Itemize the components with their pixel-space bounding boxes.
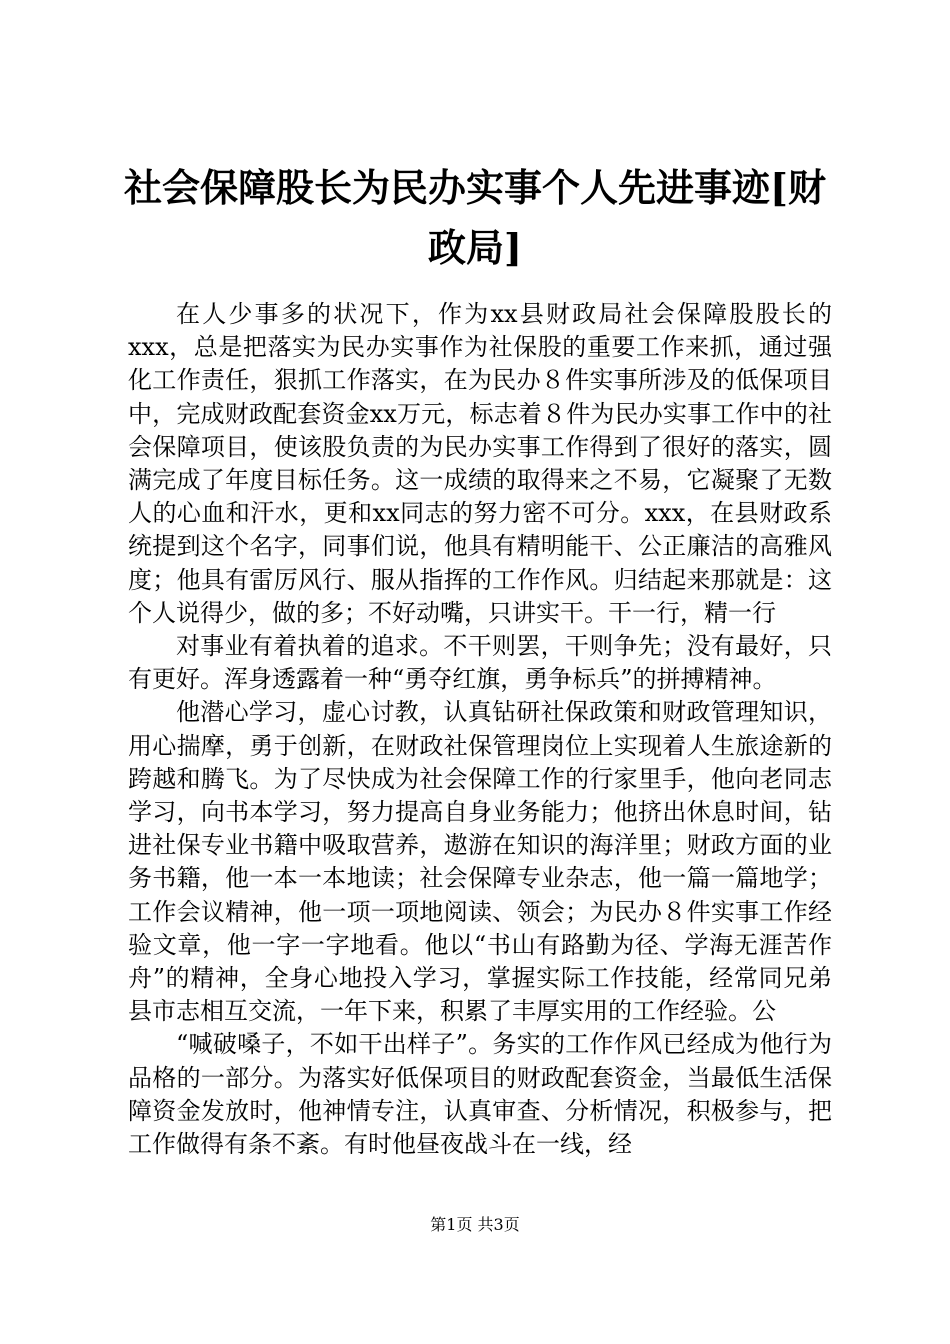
paragraph-4: “喊破嗓子，不如干出样子”。务实的工作作风已经成为他行为品格的一部分。为落实好低保项目的财政配套资金，当最低生活保障资金发放时，他神情专注，认真审查、分析情况，积极参与，把工作做得有条不紊。有时他昼夜战斗在一线，经 [128, 1030, 832, 1159]
paragraph-3: 他潜心学习，虚心讨教，认真钻研社保政策和财政管理知识，用心揣摩，勇于创新，在财政社保管理岗位上实现着人生旅途新的跨越和腾飞。为了尽快成为社会保障工作的行家里手，他向老同志学习，向书本学习，努力提高自身业务能力；他挤出休息时间，钻进社保专业书籍中吸取营养，遨游在知识的海洋里；财政方面的业务书籍，他一本一本地读；社会保障专业杂志，他一篇一篇地学；工作会议精神，他一项一项地阅读、领会；为民办８件实事工作经验文章，他一字一字地看。他以“书山有路勤为径、学海无涯苦作舟”的精神，全身心地投入学习，掌握实际工作技能，经常同兄弟县市志相互交流，一年下来，积累了丰厚实用的工作经验。公 [128, 698, 832, 1026]
document-body [128, 298, 832, 1161]
paragraph-2: 对事业有着执着的追求。不干则罢，干则争先；没有最好，只有更好。浑身透露着一种“勇夺红旗，勇争标兵”的拼搏精神。 [128, 632, 832, 694]
document-title: 社会保障股长为民办实事个人先进事迹[财政局] [124, 165, 826, 270]
paragraph-1: 在人少事多的状况下，作为xx县财政局社会保障股股长的xxx，总是把落实为民办实事作为社保股的重要工作来抓，通过强化工作责任，狠抓工作落实，在为民办８件实事所涉及的低保项目中，完成财政配套资金xx万元，标志着８件为民办实事工作中的社会保障项目，使该股负责的为民办实事工作得到了很好的落实，圆满完成了年度目标任务。这一成绩的取得来之不易，它凝聚了无数人的心血和汗水，更和xx同志的努力密不可分。xxx，在县财政系统提到这个名字，同事们说，他具有精明能干、公正廉洁的高雅风度；他具有雷厉风行、服从指挥的工作作风。归结起来那就是：这个人说得少，做的多；不好动嘴，只讲实干。干一行，精一行 [128, 300, 832, 627]
page-footer: 第1页 共3页 [430, 1215, 520, 1234]
